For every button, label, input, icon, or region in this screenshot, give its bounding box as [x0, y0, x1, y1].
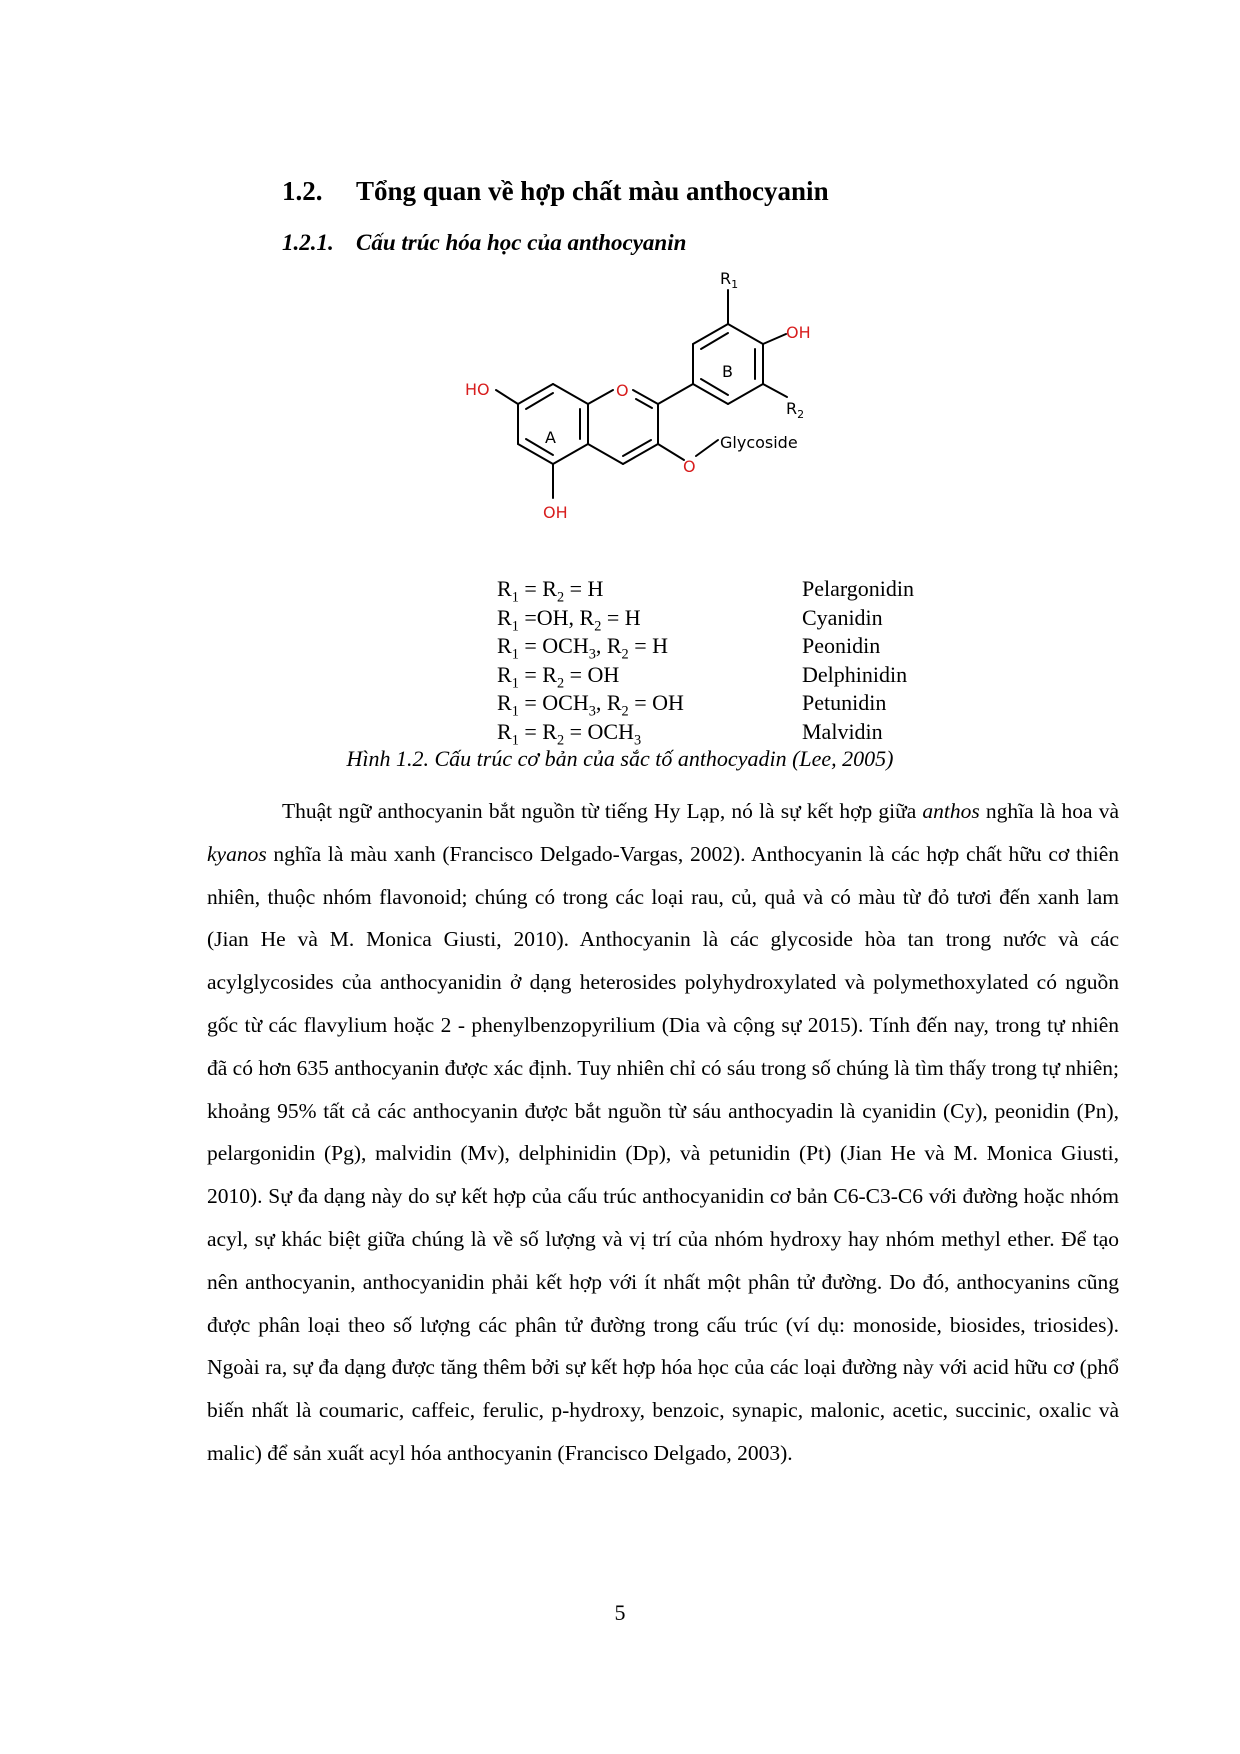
- label-oh-bottom: OH: [543, 503, 568, 522]
- structure-diagram: [440, 262, 900, 562]
- substituent-formula: $R_1 = OCH_3$, $R_2 = H$: [497, 633, 668, 663]
- label-oh-top: OH: [786, 323, 811, 342]
- paragraph-text: Thuật ngữ anthocyanin bắt nguồn từ tiếng Hy Lạp, nó là sự kết hợp giữa: [282, 799, 923, 823]
- substituent-formula: $R_1 = R_2 = H$: [497, 576, 604, 606]
- section-title: Tổng quan về hợp chất màu anthocyanin: [356, 176, 829, 206]
- bond: [693, 324, 728, 344]
- label-r2: $R_2$: [786, 399, 805, 421]
- substituent-row: [497, 604, 977, 633]
- anthocyanidin-name: Peonidin: [802, 633, 881, 658]
- label-ring-a: A: [545, 428, 556, 447]
- label-o-link: O: [683, 457, 696, 476]
- substituent-row: [497, 661, 977, 690]
- substituent-row: [497, 718, 977, 747]
- bond: [633, 390, 658, 404]
- substituent-row: [497, 632, 977, 661]
- substituent-formula: $R_1 =OH$, $R_2 = H$: [497, 604, 641, 634]
- term-anthos: anthos: [922, 799, 980, 823]
- substituent-formula: $R_1 = OCH_3$, $R_2$ = OH: [497, 690, 684, 720]
- bond-ho: [496, 390, 518, 404]
- subsection-number: 1.2.1.: [282, 230, 334, 255]
- bond: [518, 444, 553, 464]
- term-kyanos: kyanos: [207, 841, 267, 866]
- paragraph-text: nghĩa là hoa và: [979, 799, 1119, 823]
- bond-o-glycoside: [658, 444, 684, 460]
- page-number: 5: [614, 1600, 626, 1625]
- substituent-formula: $R_1 = R_2$ = OH: [497, 661, 620, 691]
- bond-glycoside: [696, 440, 718, 456]
- anthocyanidin-name: Petunidin: [802, 690, 887, 715]
- paragraph-text: nghĩa là màu xanh (Francisco Delgado-Vargas, 2002). Anthocyanin là các hợp chất hữu cơ thiên nhiên, thuộc nhóm flavonoid; chúng có trong các loại rau, củ, quả và có màu từ đỏ tươi đến xanh lam (Jian He và M. Monica Giusti, 2010). Anthocyanin là các glycoside hòa tan trong nước và các acylglycosides của anthocyanidin ở dạng heterosides polyhydroxylated và polymethoxylated có nguồn gốc từ các flavylium hoặc 2 - phenylbenzopyrilium (Dia và cộng sự 2015). Tính đến nay, trong tự nhiên đã có hơn 635 anthocyanin được xác định. Tuy nhiên chỉ có sáu trong số chúng là tìm thấy trong tự nhiên; khoảng 95% tất cả các anthocyanin được bắt nguồn từ sáu anthocyadin là cyanidin (Cy), peonidin (Pn), pelargonidin (Pg), malvidin (Mv), delphinidin (Dp), và petunidin (Pt) (Jian He và M. Monica Giusti, 2010). Sự đa dạng này do sự kết hợp của cấu trúc anthocyanidin cơ bản C6-C3-C6 với đường hoặc nhóm acyl, sự khác biệt giữa chúng là về số lượng và vị trí của nhóm hydroxy hay nhóm methyl ether. Để tạo nên anthocyanin, anthocyanidin phải kết hợp với ít nhất một phân tử đường. Do đó, anthocyanins cũng được phân loại theo số lượng các phân tử đường trong cấu trúc (ví dụ: monoside, biosides, triosides). Ngoài ra, sự đa dạng được tăng thêm bởi sự kết hợp hóa học của các loại đường này với acid hữu cơ (phổ biến nhất là coumaric, caffeic, ferulic, p-hydroxy, benzoic, synapic, malonic, acetic, succinic, oxalic và malic) để sản xuất acyl hóa anthocyanin (Francisco Delgado, 2003).: [207, 841, 1119, 1465]
- label-ho: HO: [465, 380, 490, 399]
- anthocyanin-structure-figure: [440, 262, 900, 562]
- section-heading: [282, 176, 829, 207]
- substituent-formula: $R_1 = R_2 = OCH_3$: [497, 718, 642, 748]
- bond: [728, 324, 763, 344]
- anthocyanidin-name: Malvidin: [802, 718, 883, 744]
- bond: [518, 384, 553, 404]
- bond: [658, 384, 693, 404]
- subsection-heading: [282, 230, 686, 256]
- bond-oh: [763, 334, 786, 344]
- bond: [588, 390, 613, 404]
- double-bond-inner: [701, 379, 728, 395]
- substituent-row: [497, 689, 977, 718]
- substituent-row: [497, 575, 977, 604]
- bond-r2: [763, 384, 787, 397]
- subsection-title: Cấu trúc hóa học của anthocyanin: [356, 230, 687, 255]
- substituent-table: [497, 575, 977, 746]
- figure-caption: Hình 1.2. Cấu trúc cơ bản của sắc tố anthocyadin (Lee, 2005): [346, 746, 894, 771]
- anthocyanidin-name: Cyanidin: [802, 604, 883, 630]
- bond: [553, 444, 588, 464]
- bond: [728, 384, 763, 404]
- anthocyanidin-name: Delphinidin: [802, 661, 908, 687]
- double-bond-inner: [526, 393, 553, 409]
- double-bond-inner: [623, 440, 651, 456]
- label-ring-o: O: [616, 381, 629, 400]
- section-number: 1.2.: [282, 176, 323, 206]
- anthocyanidin-name: Pelargonidin: [802, 576, 915, 601]
- bond: [693, 384, 728, 404]
- label-glycoside: Glycoside: [720, 433, 798, 452]
- label-r1: $R_1$: [720, 269, 739, 291]
- label-ring-b: B: [722, 362, 733, 381]
- body-paragraph: [207, 790, 1119, 1475]
- bond: [553, 384, 588, 404]
- bond: [588, 444, 623, 464]
- double-bond-inner: [701, 333, 728, 349]
